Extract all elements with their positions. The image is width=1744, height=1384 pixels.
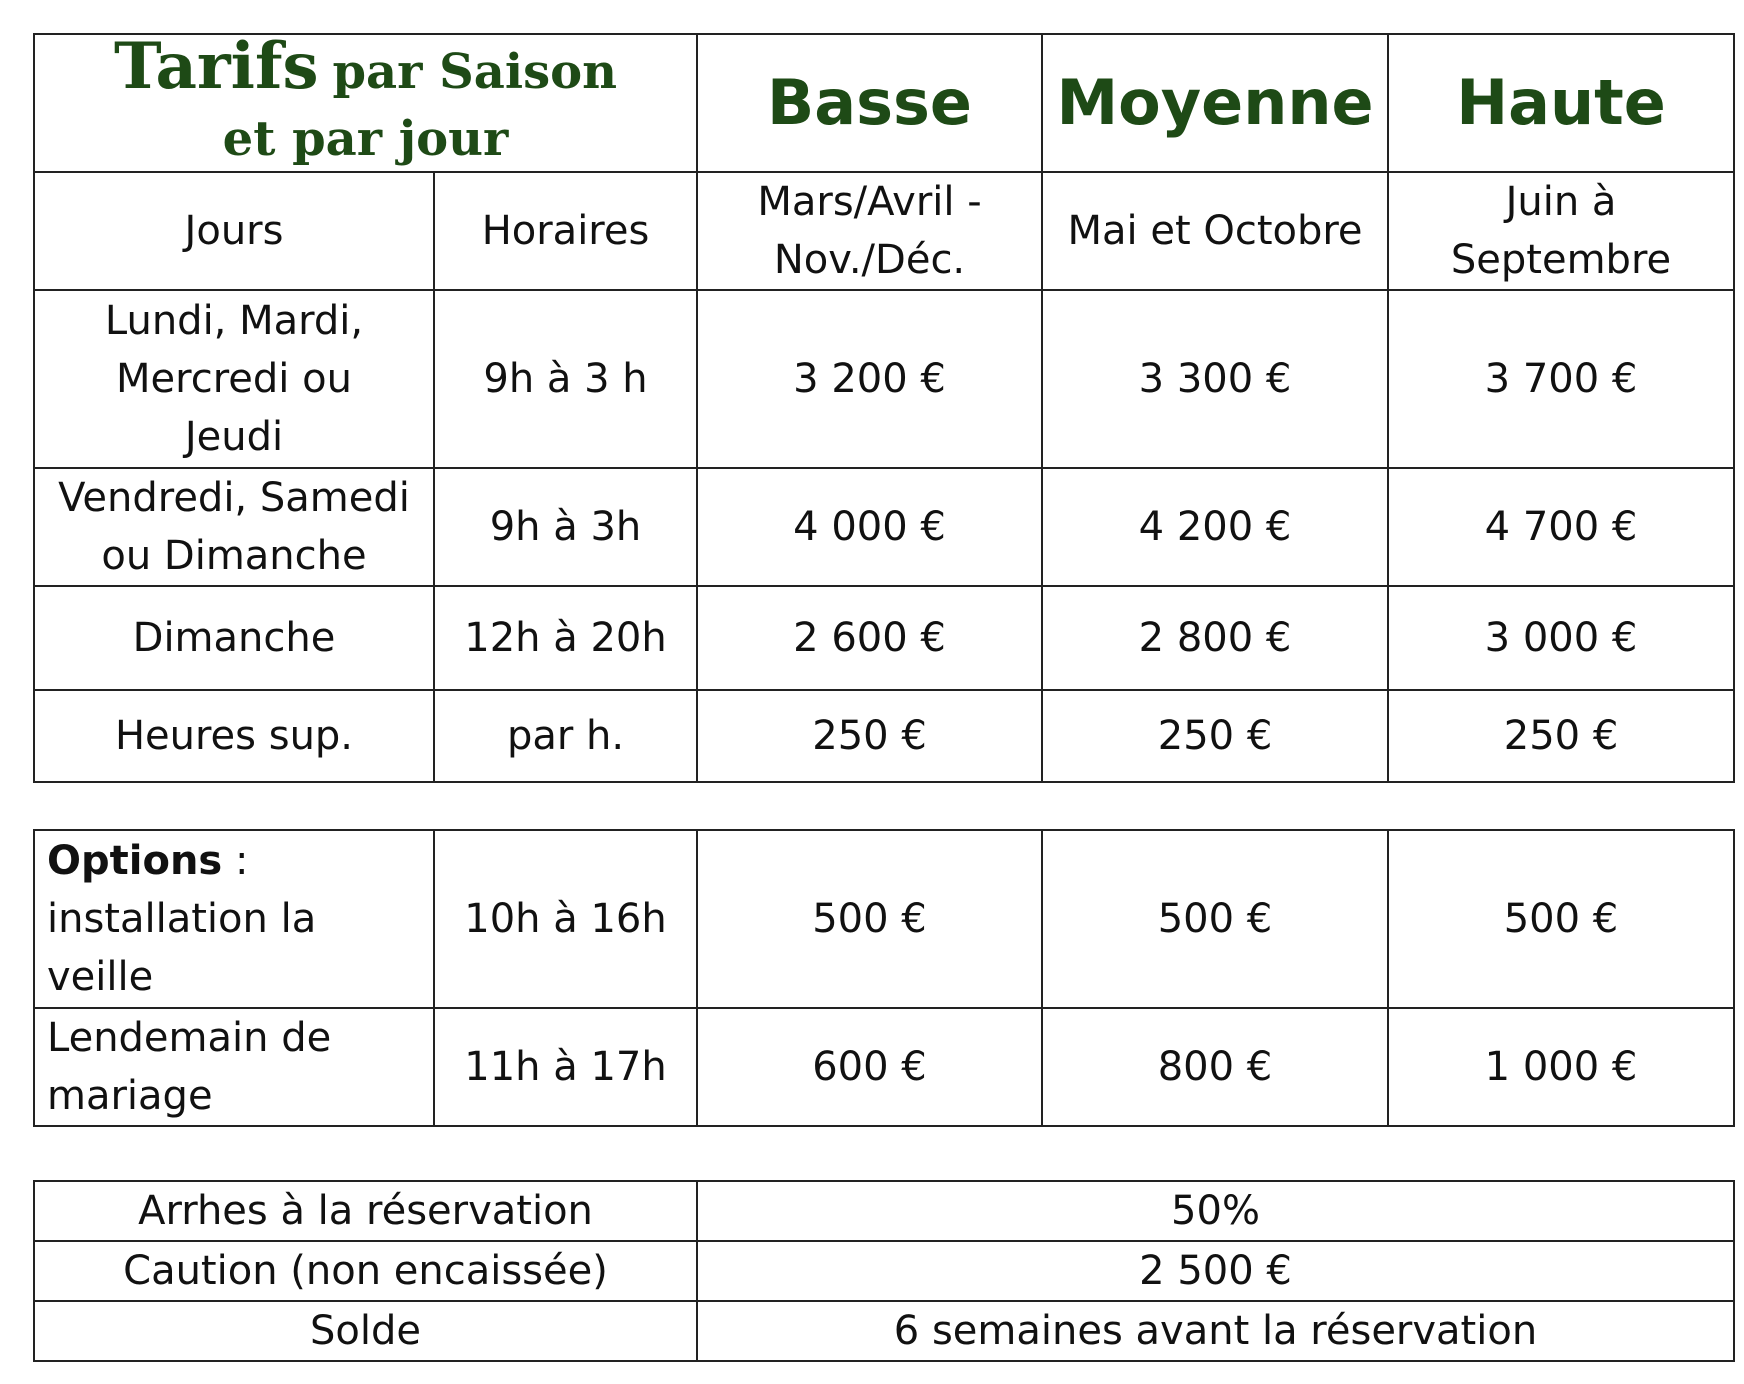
period-line: Nov./Déc.	[773, 237, 966, 283]
summary-table	[33, 1180, 1735, 1362]
period-basse	[697, 172, 1042, 290]
option-label-cell	[34, 830, 434, 1008]
title-line-2: et par jour	[222, 111, 509, 167]
table-row	[34, 1301, 1734, 1361]
col-jours: Jours	[34, 172, 434, 290]
day-cell	[34, 468, 434, 586]
hours-cell: 10h à 16h	[434, 830, 697, 1008]
title-small: par Saison	[332, 44, 618, 100]
day-line: Vendredi, Samedi	[58, 475, 410, 521]
table-row	[34, 1241, 1734, 1301]
price-cell: 4 000 €	[697, 468, 1042, 586]
subheader-row	[34, 172, 1734, 290]
day-line: Dimanche	[132, 615, 336, 661]
price-cell: 800 €	[1042, 1008, 1388, 1126]
header-row	[34, 34, 1734, 172]
period-line: Juin à	[1505, 179, 1617, 225]
options-colon: :	[222, 838, 249, 884]
table-row	[34, 468, 1734, 586]
day-cell	[34, 290, 434, 468]
period-line: Mai et Octobre	[1067, 208, 1363, 254]
price-cell: 3 200 €	[697, 290, 1042, 468]
option-line: installation la	[47, 896, 317, 942]
summary-label: Arrhes à la réservation	[34, 1181, 697, 1241]
option-line: mariage	[47, 1073, 213, 1119]
price-cell: 500 €	[697, 830, 1042, 1008]
table-title	[34, 29, 697, 172]
day-cell	[34, 586, 434, 690]
price-cell: 250 €	[697, 690, 1042, 782]
options-bold-label: Options	[47, 838, 223, 884]
table-row	[34, 690, 1734, 782]
period-moyenne	[1042, 172, 1388, 290]
hours-cell: 9h à 3h	[434, 468, 697, 586]
season-haute: Haute	[1388, 34, 1734, 172]
price-cell: 4 700 €	[1388, 468, 1734, 586]
price-cell: 3 700 €	[1388, 290, 1734, 468]
option-line: Lendemain de	[47, 1015, 332, 1061]
table-row	[34, 586, 1734, 690]
day-line: Jeudi	[184, 414, 284, 460]
options-table	[33, 829, 1735, 1127]
price-cell: 600 €	[697, 1008, 1042, 1126]
day-line: Heures sup.	[114, 713, 354, 759]
hours-cell: 9h à 3 h	[434, 290, 697, 468]
summary-value: 2 500 €	[697, 1241, 1734, 1301]
title-big: Tarifs	[113, 29, 319, 104]
season-moyenne: Moyenne	[1042, 34, 1388, 172]
day-line: Lundi, Mardi,	[104, 298, 364, 344]
price-cell: 250 €	[1042, 690, 1388, 782]
hours-cell: 11h à 17h	[434, 1008, 697, 1126]
price-cell: 500 €	[1388, 830, 1734, 1008]
day-cell	[34, 690, 434, 782]
price-cell: 2 600 €	[697, 586, 1042, 690]
summary-label: Solde	[34, 1301, 697, 1361]
price-cell: 500 €	[1042, 830, 1388, 1008]
table-row	[34, 830, 1734, 1008]
summary-label: Caution (non encaissée)	[34, 1241, 697, 1301]
title-line-1	[45, 29, 686, 107]
col-horaires: Horaires	[434, 172, 697, 290]
table-row	[34, 1008, 1734, 1126]
season-basse: Basse	[697, 34, 1042, 172]
day-line: ou Dimanche	[101, 533, 367, 579]
price-cell: 3 300 €	[1042, 290, 1388, 468]
price-cell: 1 000 €	[1388, 1008, 1734, 1126]
period-line: Mars/Avril -	[757, 179, 982, 225]
price-cell: 4 200 €	[1042, 468, 1388, 586]
price-cell: 3 000 €	[1388, 586, 1734, 690]
summary-value: 50%	[697, 1181, 1734, 1241]
table-row	[34, 1181, 1734, 1241]
option-heading	[47, 832, 423, 890]
day-line: Mercredi ou	[116, 356, 352, 402]
price-cell: 250 €	[1388, 690, 1734, 782]
table-row	[34, 290, 1734, 468]
rates-table	[33, 29, 1735, 783]
period-line: Septembre	[1450, 237, 1672, 283]
hours-cell: 12h à 20h	[434, 586, 697, 690]
price-cell: 2 800 €	[1042, 586, 1388, 690]
option-line: veille	[47, 954, 154, 1000]
summary-value: 6 semaines avant la réservation	[697, 1301, 1734, 1361]
option-label-cell	[34, 1008, 434, 1126]
period-haute	[1388, 172, 1734, 290]
hours-cell: par h.	[434, 690, 697, 782]
